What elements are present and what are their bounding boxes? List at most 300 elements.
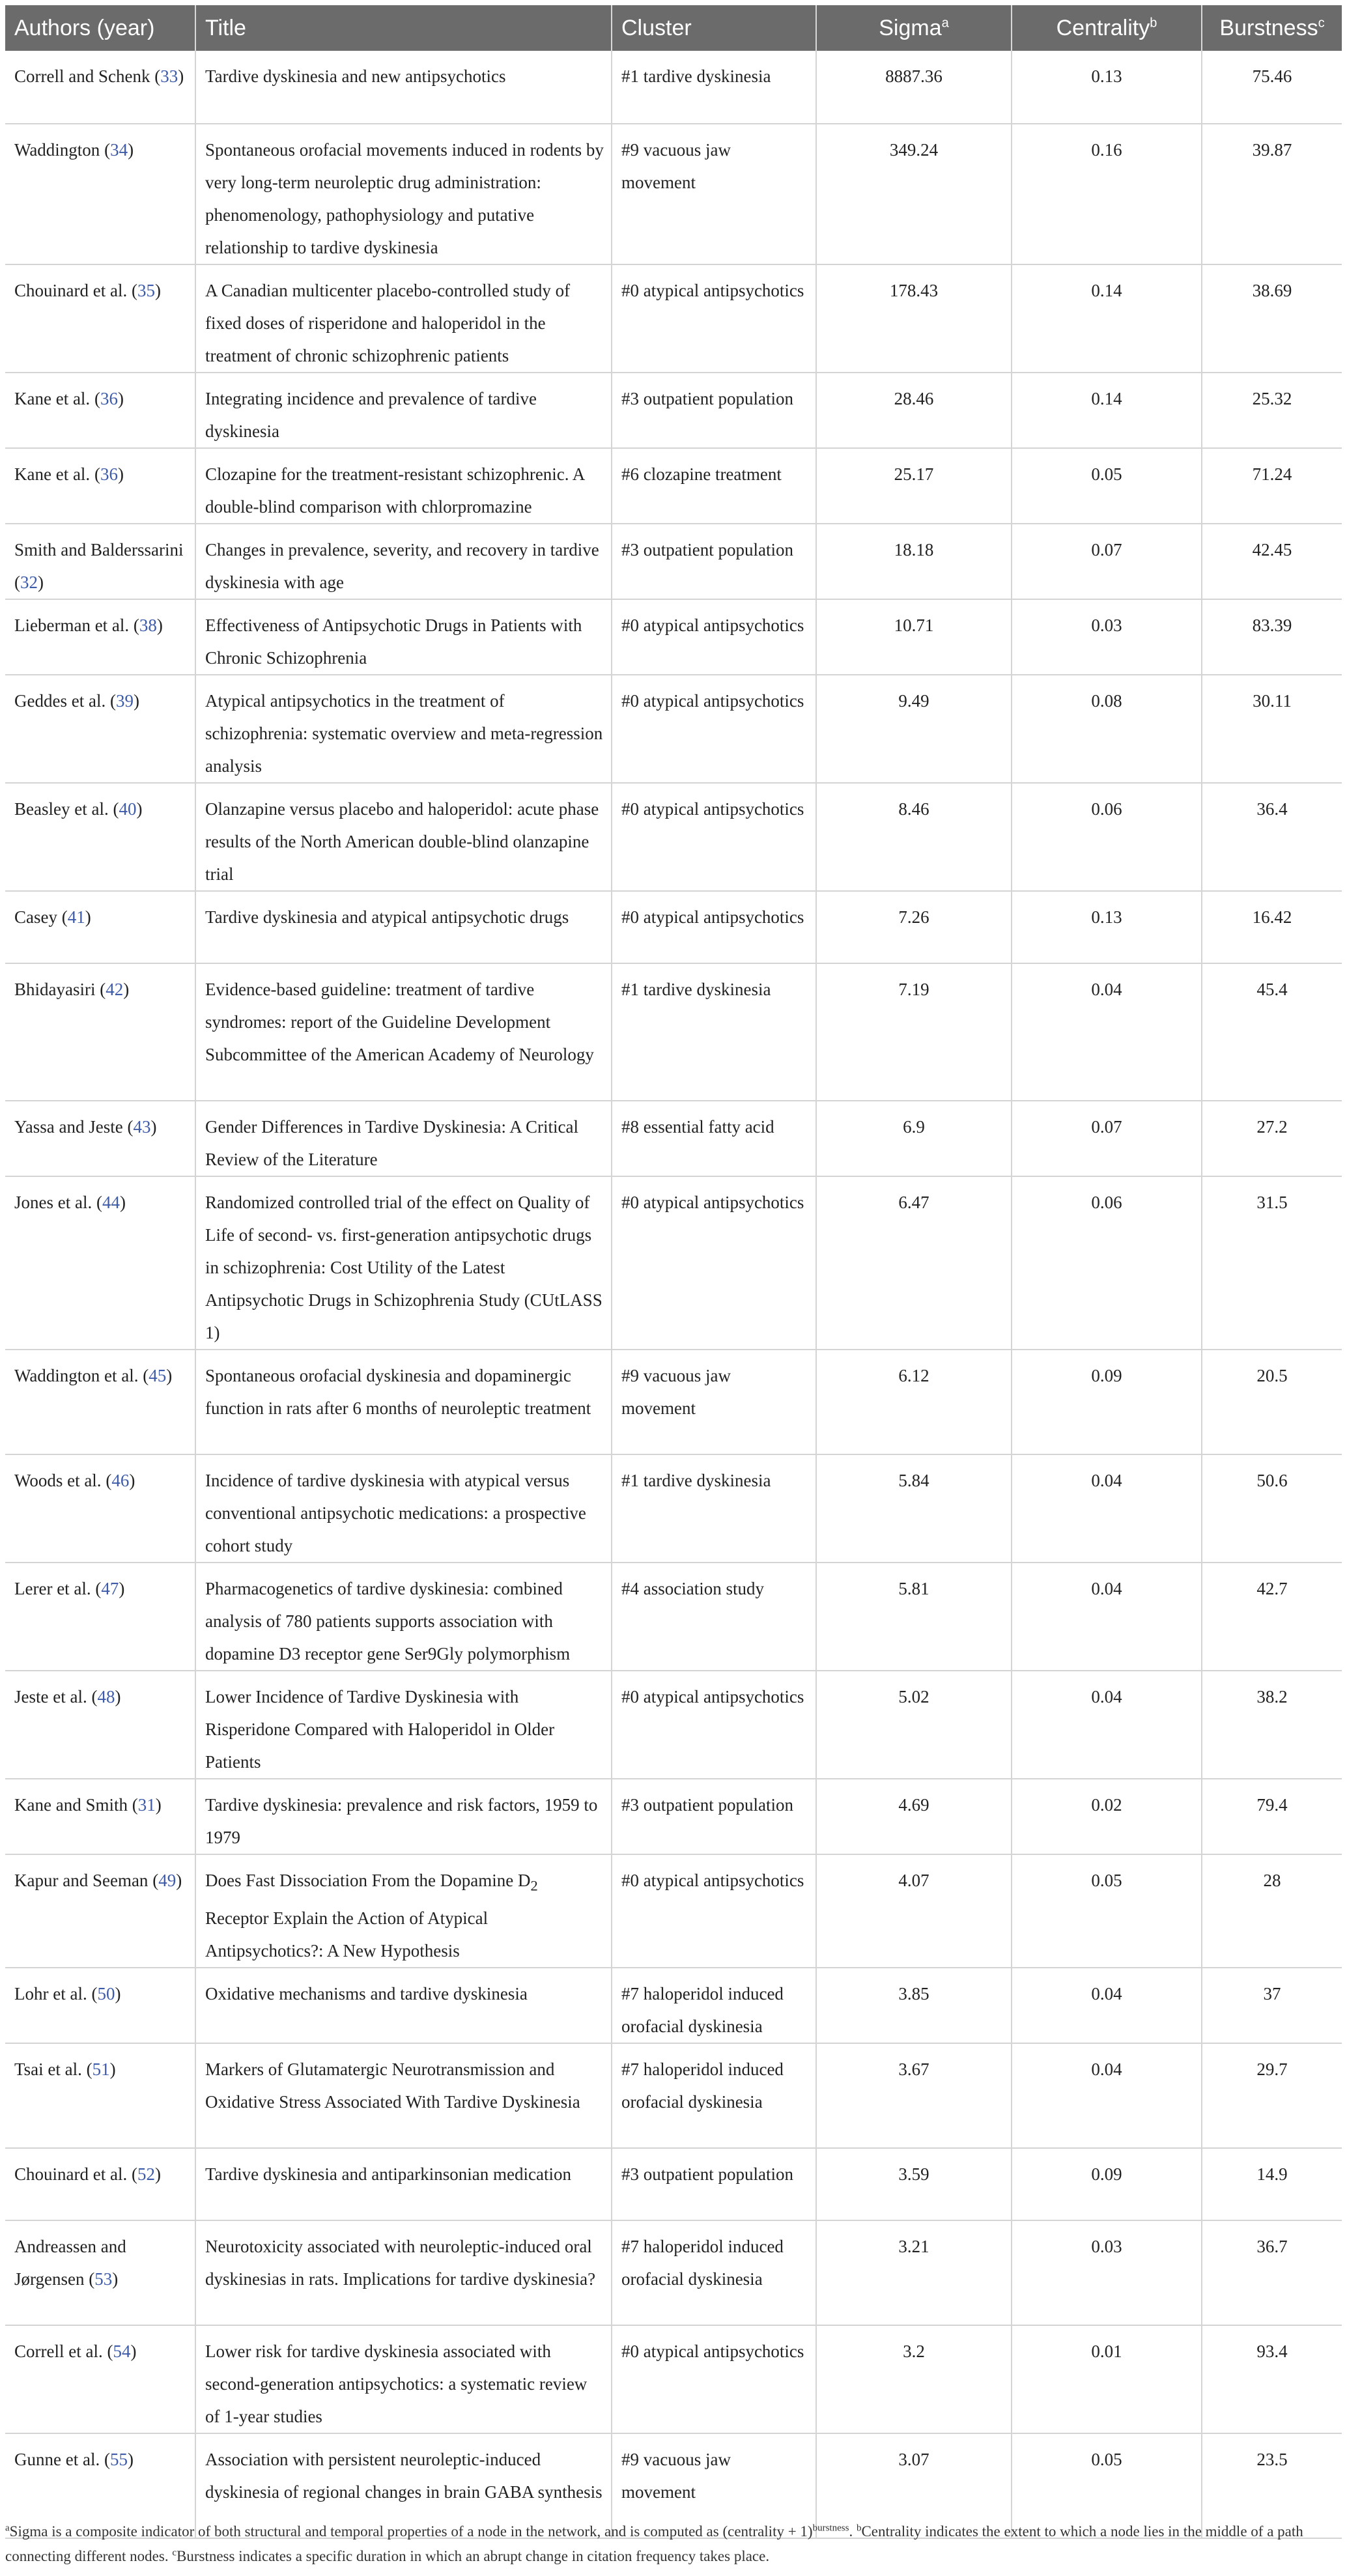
table-row xyxy=(5,675,1342,783)
title-cell: Does Fast Dissociation From the Dopamine $D_2$ Receptor Explain the Action of Atypical Antipsychotics?: A New Hypothesis xyxy=(195,1854,612,1968)
title-cell xyxy=(195,1176,612,1350)
reference-link[interactable]: 40 xyxy=(119,799,137,819)
burstness-value: 14.9 xyxy=(1256,2164,1288,2185)
cluster-label: #0 atypical antipsychotics xyxy=(621,1871,804,1890)
centrality-value: 0.03 xyxy=(1091,2237,1122,2257)
paper-title: Tardive dyskinesia: prevalence and risk factors, 1959 to 1979 xyxy=(205,1795,598,1847)
title-cell xyxy=(195,963,612,1101)
footnote-a-text: Sigma is a composite indicator of both structural and temporal properties of a node in the network, and is computed as (centrality + 1) xyxy=(9,2523,813,2540)
cluster-cell xyxy=(612,1101,816,1176)
burstness-value: 29.7 xyxy=(1256,2059,1288,2080)
centrality-value: 0.04 xyxy=(1091,980,1122,999)
author-cell: Lerer et al. (47) xyxy=(5,1563,195,1671)
centrality-value: 0.08 xyxy=(1091,691,1122,711)
centrality-value: 0.05 xyxy=(1091,1871,1122,1890)
centrality-cell xyxy=(1012,2043,1202,2148)
title-cell xyxy=(195,783,612,891)
centrality-value: 0.06 xyxy=(1091,1193,1122,1212)
table-row xyxy=(5,524,1342,599)
sigma-cell xyxy=(816,1176,1012,1350)
table-row xyxy=(5,1779,1342,1854)
author-name: Bhidayasiri xyxy=(14,980,96,999)
author-cell: Gunne et al. (55) xyxy=(5,2433,195,2538)
centrality-cell xyxy=(1012,1101,1202,1176)
burstness-cell xyxy=(1202,524,1342,599)
footnote-b-mark: b xyxy=(856,2523,862,2534)
cluster-cell xyxy=(612,2148,816,2220)
cluster-label: #9 vacuous jaw movement xyxy=(621,140,731,192)
cluster-cell xyxy=(612,524,816,599)
paper-title: Randomized controlled trial of the effect on Quality of Life of second- vs. first-generation antipsychotic drugs in schizophrenia: Cost Utility of the Latest Antipsychotic Drugs in Schizophrenia Study (CUtLASS 1) xyxy=(205,1193,603,1342)
cluster-cell xyxy=(612,675,816,783)
reference-link[interactable]: 53 xyxy=(94,2269,113,2289)
author-cell: Waddington et al. (45) xyxy=(5,1350,195,1454)
cluster-cell xyxy=(612,124,816,264)
paper-title: A Canadian multicenter placebo-controlled study of fixed doses of risperidone and haloperidol in the treatment of chronic schizophrenic patients xyxy=(205,281,571,365)
paper-title: Effectiveness of Antipsychotic Drugs in Patients with Chronic Schizophrenia xyxy=(205,616,582,668)
author-cell: Smith and Balderssarini (32) xyxy=(5,524,195,599)
sigma-value: 3.21 xyxy=(898,2237,929,2257)
title-cell xyxy=(195,2043,612,2148)
header-burstness: Burstness$^c$ xyxy=(1202,5,1342,51)
author-name: Casey xyxy=(14,907,57,927)
centrality-cell xyxy=(1012,1671,1202,1779)
header-centrality: Centrality$^b$ xyxy=(1012,5,1202,51)
reference-link[interactable]: 41 xyxy=(67,907,85,927)
author-name: Jones et al. xyxy=(14,1193,92,1212)
burstness-cell xyxy=(1202,2220,1342,2325)
sigma-value: 3.2 xyxy=(903,2342,925,2362)
reference-link[interactable]: 46 xyxy=(111,1471,130,1490)
header-row xyxy=(5,5,1342,51)
burstness-value: 38.2 xyxy=(1256,1687,1288,1706)
sigma-value: 25.17 xyxy=(894,464,934,484)
sigma-value: 9.49 xyxy=(898,691,929,711)
author-cell: Chouinard et al. (52) xyxy=(5,2148,195,2220)
cluster-cell xyxy=(612,1563,816,1671)
author-name: Waddington et al. xyxy=(14,1366,139,1385)
reference-link[interactable]: 36 xyxy=(100,464,118,484)
cluster-label: #0 atypical antipsychotics xyxy=(621,691,804,711)
reference-link[interactable]: 55 xyxy=(109,2450,128,2470)
citation-table xyxy=(5,5,1342,2539)
centrality-value: 0.05 xyxy=(1091,2450,1122,2470)
burstness-cell xyxy=(1202,1779,1342,1854)
cluster-label: #1 tardive dyskinesia xyxy=(621,980,771,999)
burstness-value: 36.4 xyxy=(1256,799,1288,819)
cluster-cell xyxy=(612,1454,816,1563)
centrality-value: 0.09 xyxy=(1091,2164,1122,2185)
burstness-value: 79.4 xyxy=(1256,1795,1288,1815)
reference-link[interactable]: 34 xyxy=(110,140,128,160)
table-row xyxy=(5,1563,1342,1671)
burstness-value: 71.24 xyxy=(1252,464,1292,484)
centrality-footnote-mark: b xyxy=(1150,16,1157,31)
cluster-label: #7 haloperidol induced orofacial dyskinesia xyxy=(621,2059,784,2112)
sigma-cell xyxy=(816,2325,1012,2433)
centrality-cell xyxy=(1012,1454,1202,1563)
sigma-cell xyxy=(816,599,1012,675)
reference-link[interactable]: 43 xyxy=(133,1117,151,1137)
sigma-value: 10.71 xyxy=(894,616,934,635)
title-cell xyxy=(195,1350,612,1454)
reference-link[interactable]: 32 xyxy=(20,573,38,592)
burstness-cell xyxy=(1202,1671,1342,1779)
table-body xyxy=(5,51,1342,2538)
sigma-value: 28.46 xyxy=(894,389,934,408)
table-row xyxy=(5,1454,1342,1563)
burstness-value: 75.46 xyxy=(1252,66,1292,86)
reference-link[interactable]: 38 xyxy=(139,616,157,635)
table-row xyxy=(5,373,1342,448)
title-cell xyxy=(195,448,612,524)
centrality-value: 0.03 xyxy=(1091,616,1122,635)
table-row xyxy=(5,2043,1342,2148)
cluster-label: #8 essential fatty acid xyxy=(621,1117,774,1137)
reference-link[interactable]: 50 xyxy=(97,1984,115,2004)
reference-link[interactable]: 39 xyxy=(115,691,134,711)
reference-link[interactable]: 33 xyxy=(160,66,178,86)
centrality-value: 0.04 xyxy=(1091,1687,1122,1706)
cluster-cell xyxy=(612,963,816,1101)
sigma-cell xyxy=(816,448,1012,524)
sigma-value: 3.07 xyxy=(898,2450,929,2470)
table-row xyxy=(5,599,1342,675)
cluster-label: #9 vacuous jaw movement xyxy=(621,1366,731,1418)
sigma-value: 349.24 xyxy=(889,140,939,160)
burstness-cell xyxy=(1202,675,1342,783)
reference-link[interactable]: 31 xyxy=(137,1795,156,1815)
title-cell xyxy=(195,2325,612,2433)
author-name: Tsai et al. xyxy=(14,2059,82,2080)
table-row xyxy=(5,2148,1342,2220)
burstness-value: 30.11 xyxy=(1253,691,1292,711)
table-row xyxy=(5,1854,1342,1968)
author-name: Kane et al. xyxy=(14,464,91,484)
sigma-value: 6.9 xyxy=(903,1117,925,1137)
author-name: Chouinard et al. xyxy=(14,281,128,300)
burstness-value: 25.32 xyxy=(1252,389,1292,408)
paper-title: Evidence-based guideline: treatment of tardive syndromes: report of the Guideline Development Subcommittee of the American Academy of Neurology xyxy=(205,980,594,1064)
sigma-value: 7.26 xyxy=(898,907,929,927)
reference-link[interactable]: 51 xyxy=(92,2059,110,2080)
cluster-cell xyxy=(612,373,816,448)
burstness-cell xyxy=(1202,1101,1342,1176)
header-cluster: Cluster xyxy=(612,5,816,51)
cluster-cell xyxy=(612,448,816,524)
title-cell xyxy=(195,2220,612,2325)
sigma-cell xyxy=(816,1563,1012,1671)
cluster-cell xyxy=(612,1350,816,1454)
author-cell: Correll and Schenk (33) xyxy=(5,51,195,124)
cluster-label: #3 outpatient population xyxy=(621,2164,793,2185)
author-cell: Tsai et al. (51) xyxy=(5,2043,195,2148)
author-cell: Woods et al. (46) xyxy=(5,1454,195,1563)
centrality-value: 0.02 xyxy=(1091,1795,1122,1815)
centrality-cell xyxy=(1012,675,1202,783)
sigma-cell xyxy=(816,1101,1012,1176)
title-cell xyxy=(195,1101,612,1176)
centrality-value: 0.07 xyxy=(1091,1117,1122,1137)
author-cell: Jeste et al. (48) xyxy=(5,1671,195,1779)
paper-title: Atypical antipsychotics in the treatment of schizophrenia: systematic overview and meta-regression analysis xyxy=(205,691,603,776)
header-authors: Authors (year) xyxy=(5,5,195,51)
paper-title: Association with persistent neuroleptic-induced dyskinesia of regional changes in brain GABA synthesis xyxy=(205,2450,603,2502)
sigma-cell xyxy=(816,51,1012,124)
table-row xyxy=(5,264,1342,373)
cluster-cell xyxy=(612,783,816,891)
cluster-label: #1 tardive dyskinesia xyxy=(621,1471,771,1490)
author-cell: Beasley et al. (40) xyxy=(5,783,195,891)
burstness-value: 39.87 xyxy=(1252,140,1292,160)
title-cell xyxy=(195,1779,612,1854)
burstness-cell xyxy=(1202,963,1342,1101)
burstness-cell xyxy=(1202,1350,1342,1454)
burstness-cell xyxy=(1202,1854,1342,1968)
burstness-cell xyxy=(1202,783,1342,891)
table-row xyxy=(5,448,1342,524)
sigma-value: 6.47 xyxy=(898,1193,929,1212)
paper-title: Spontaneous orofacial dyskinesia and dopaminergic function in rats after 6 months of neuroleptic treatment xyxy=(205,1366,591,1418)
sigma-cell xyxy=(816,373,1012,448)
sigma-cell xyxy=(816,2148,1012,2220)
reference-link[interactable]: 49 xyxy=(158,1871,177,1890)
author-name: Correll and Schenk xyxy=(14,66,150,86)
author-cell: Lieberman et al. (38) xyxy=(5,599,195,675)
centrality-cell xyxy=(1012,1854,1202,1968)
burstness-cell xyxy=(1202,599,1342,675)
centrality-cell xyxy=(1012,891,1202,963)
author-name: Andreassen and Jørgensen xyxy=(14,2237,126,2289)
table-row xyxy=(5,51,1342,124)
author-name: Kane and Smith xyxy=(14,1795,128,1815)
sigma-cell xyxy=(816,524,1012,599)
reference-link[interactable]: 45 xyxy=(149,1366,167,1385)
title-cell xyxy=(195,373,612,448)
table-row xyxy=(5,124,1342,264)
burstness-value: 23.5 xyxy=(1256,2450,1288,2470)
centrality-cell xyxy=(1012,599,1202,675)
table-row xyxy=(5,1176,1342,1350)
centrality-cell xyxy=(1012,1176,1202,1350)
author-name: Lohr et al. xyxy=(14,1984,87,2004)
sigma-value: 4.07 xyxy=(898,1871,929,1890)
cluster-label: #1 tardive dyskinesia xyxy=(621,66,771,86)
footnote-a-exponent: burstness xyxy=(812,2523,849,2534)
author-cell: Kapur and Seeman (49) xyxy=(5,1854,195,1968)
burstness-value: 42.7 xyxy=(1256,1579,1288,1598)
reference-link[interactable]: 44 xyxy=(102,1193,120,1212)
paper-title: Spontaneous orofacial movements induced in rodents by very long-term neuroleptic drug administration: phenomenology, pathophysiology and putative relationship to tardive dyskinesia xyxy=(205,140,604,257)
reference-link[interactable]: 47 xyxy=(101,1579,119,1598)
centrality-value: 0.14 xyxy=(1091,281,1122,300)
centrality-value: 0.16 xyxy=(1091,140,1122,160)
centrality-value: 0.07 xyxy=(1091,540,1122,559)
reference-link[interactable]: 36 xyxy=(100,389,118,408)
reference-link[interactable]: 42 xyxy=(106,980,124,999)
sigma-cell xyxy=(816,1350,1012,1454)
table-row xyxy=(5,1671,1342,1779)
cluster-cell xyxy=(612,599,816,675)
centrality-cell xyxy=(1012,2220,1202,2325)
title-cell xyxy=(195,675,612,783)
sigma-cell xyxy=(816,2220,1012,2325)
centrality-cell xyxy=(1012,783,1202,891)
sigma-value: 18.18 xyxy=(894,540,934,559)
paper-title: Lower Incidence of Tardive Dyskinesia with Risperidone Compared with Haloperidol in Older Patients xyxy=(205,1687,555,1772)
cluster-label: #0 atypical antipsychotics xyxy=(621,616,804,635)
burstness-value: 50.6 xyxy=(1256,1471,1288,1490)
centrality-cell xyxy=(1012,963,1202,1101)
paper-title: Olanzapine versus placebo and haloperidol: acute phase results of the North American double-blind olanzapine trial xyxy=(205,799,599,884)
sigma-cell xyxy=(816,1454,1012,1563)
cluster-label: #7 haloperidol induced orofacial dyskinesia xyxy=(621,2237,784,2289)
author-name: Waddington xyxy=(14,140,100,160)
author-cell: Kane et al. (36) xyxy=(5,373,195,448)
table-header xyxy=(5,5,1342,51)
title-cell xyxy=(195,1671,612,1779)
centrality-cell xyxy=(1012,373,1202,448)
burstness-cell xyxy=(1202,1563,1342,1671)
cluster-cell xyxy=(612,1968,816,2043)
centrality-cell xyxy=(1012,1968,1202,2043)
burstness-value: 27.2 xyxy=(1256,1117,1288,1137)
burstness-cell xyxy=(1202,2325,1342,2433)
cluster-cell xyxy=(612,1779,816,1854)
centrality-value: 0.13 xyxy=(1091,66,1122,86)
centrality-value: 0.04 xyxy=(1091,2059,1122,2080)
centrality-cell xyxy=(1012,124,1202,264)
cluster-label: #4 association study xyxy=(621,1579,764,1598)
cluster-label: #0 atypical antipsychotics xyxy=(621,2342,804,2362)
table-row xyxy=(5,891,1342,963)
burstness-cell xyxy=(1202,448,1342,524)
table-row xyxy=(5,2220,1342,2325)
sigma-cell xyxy=(816,1671,1012,1779)
cluster-cell xyxy=(612,1854,816,1968)
author-cell: Lohr et al. (50) xyxy=(5,1968,195,2043)
reference-link[interactable]: 48 xyxy=(97,1687,115,1706)
burstness-cell xyxy=(1202,1968,1342,2043)
centrality-value: 0.05 xyxy=(1091,464,1122,484)
burstness-cell xyxy=(1202,264,1342,373)
sigma-cell xyxy=(816,963,1012,1101)
sigma-cell xyxy=(816,783,1012,891)
centrality-cell xyxy=(1012,264,1202,373)
table-row xyxy=(5,2325,1342,2433)
reference-link[interactable]: 52 xyxy=(137,2164,155,2185)
paper-title: Oxidative mechanisms and tardive dyskinesia xyxy=(205,1984,528,2004)
author-name: Kane et al. xyxy=(14,389,91,408)
sigma-value: 6.12 xyxy=(898,1366,929,1385)
title-cell xyxy=(195,524,612,599)
table-row xyxy=(5,783,1342,891)
burstness-value: 37 xyxy=(1263,1984,1281,2004)
author-cell: Geddes et al. (39) xyxy=(5,675,195,783)
cluster-cell xyxy=(612,2043,816,2148)
centrality-value: 0.14 xyxy=(1091,389,1122,408)
burstness-cell xyxy=(1202,124,1342,264)
table-row xyxy=(5,1101,1342,1176)
cluster-label: #0 atypical antipsychotics xyxy=(621,1193,804,1212)
paper-title: Pharmacogenetics of tardive dyskinesia: combined analysis of 780 patients supports association with dopamine D3 receptor gene Ser9Gly polymorphism xyxy=(205,1579,571,1663)
burstness-value: 20.5 xyxy=(1256,1366,1288,1385)
author-name: Kapur and Seeman xyxy=(14,1871,149,1890)
table-row xyxy=(5,963,1342,1101)
reference-link[interactable]: 54 xyxy=(113,2342,131,2362)
author-cell: Yassa and Jeste (43) xyxy=(5,1101,195,1176)
centrality-cell xyxy=(1012,524,1202,599)
centrality-cell xyxy=(1012,1563,1202,1671)
header-title: Title xyxy=(195,5,612,51)
paper-title: Neurotoxicity associated with neuroleptic-induced oral dyskinesias in rats. Implications for tardive dyskinesia? xyxy=(205,2237,596,2289)
cluster-label: #3 outpatient population xyxy=(621,540,793,559)
sigma-cell xyxy=(816,264,1012,373)
title-cell xyxy=(195,124,612,264)
burstness-value: 31.5 xyxy=(1256,1193,1288,1212)
author-cell: Andreassen and Jørgensen (53) xyxy=(5,2220,195,2325)
reference-link[interactable]: 35 xyxy=(137,281,155,300)
paper-title: Tardive dyskinesia and new antipsychotics xyxy=(205,66,506,86)
cluster-cell xyxy=(612,2325,816,2433)
burstness-cell xyxy=(1202,1454,1342,1563)
author-cell: Waddington (34) xyxy=(5,124,195,264)
burstness-value: 93.4 xyxy=(1256,2342,1288,2362)
title-cell xyxy=(195,891,612,963)
burstness-cell xyxy=(1202,2043,1342,2148)
subscript: 2 xyxy=(530,1877,538,1894)
title-cell xyxy=(195,264,612,373)
burstness-footnote-mark: c xyxy=(1318,16,1325,31)
cluster-label: #3 outpatient population xyxy=(621,389,793,408)
cluster-label: #3 outpatient population xyxy=(621,1795,793,1815)
title-cell xyxy=(195,1968,612,2043)
centrality-value: 0.13 xyxy=(1091,907,1122,927)
paper-title: Lower risk for tardive dyskinesia associated with second-generation antipsychotics: a systematic review of 1-year studies xyxy=(205,2342,588,2427)
sigma-value: 8887.36 xyxy=(885,66,943,86)
burstness-value: 16.42 xyxy=(1252,907,1292,927)
sigma-footnote-mark: a xyxy=(941,16,949,31)
paper-title: Changes in prevalence, severity, and recovery in tardive dyskinesia with age xyxy=(205,540,599,592)
centrality-value: 0.09 xyxy=(1091,1366,1122,1385)
burstness-value: 28 xyxy=(1263,1871,1281,1890)
author-name: Correll et al. xyxy=(14,2342,103,2362)
cluster-cell xyxy=(612,1176,816,1350)
author-name: Lieberman et al. xyxy=(14,616,130,635)
title-cell xyxy=(195,51,612,124)
centrality-cell xyxy=(1012,51,1202,124)
author-cell: Jones et al. (44) xyxy=(5,1176,195,1350)
cluster-cell xyxy=(612,51,816,124)
sigma-value: 8.46 xyxy=(898,799,929,819)
centrality-value: 0.04 xyxy=(1091,1471,1122,1490)
sigma-value: 3.85 xyxy=(898,1984,929,2004)
paper-title: Clozapine for the treatment-resistant schizophrenic. A double-blind comparison with chlorpromazine xyxy=(205,464,584,517)
author-name: Chouinard et al. xyxy=(14,2164,128,2185)
cluster-cell xyxy=(612,891,816,963)
sigma-value: 7.19 xyxy=(898,980,929,999)
header-sigma: Sigma$^a$ xyxy=(816,5,1012,51)
cluster-cell xyxy=(612,264,816,373)
author-name: Yassa and Jeste xyxy=(14,1117,123,1137)
sigma-value: 178.43 xyxy=(889,281,939,300)
table-row xyxy=(5,1968,1342,2043)
paper-title: Tardive dyskinesia and atypical antipsychotic drugs xyxy=(205,907,569,927)
author-name: Smith and Balderssarini xyxy=(14,540,184,559)
centrality-cell xyxy=(1012,1350,1202,1454)
cluster-cell xyxy=(612,2220,816,2325)
title-cell xyxy=(195,1454,612,1563)
